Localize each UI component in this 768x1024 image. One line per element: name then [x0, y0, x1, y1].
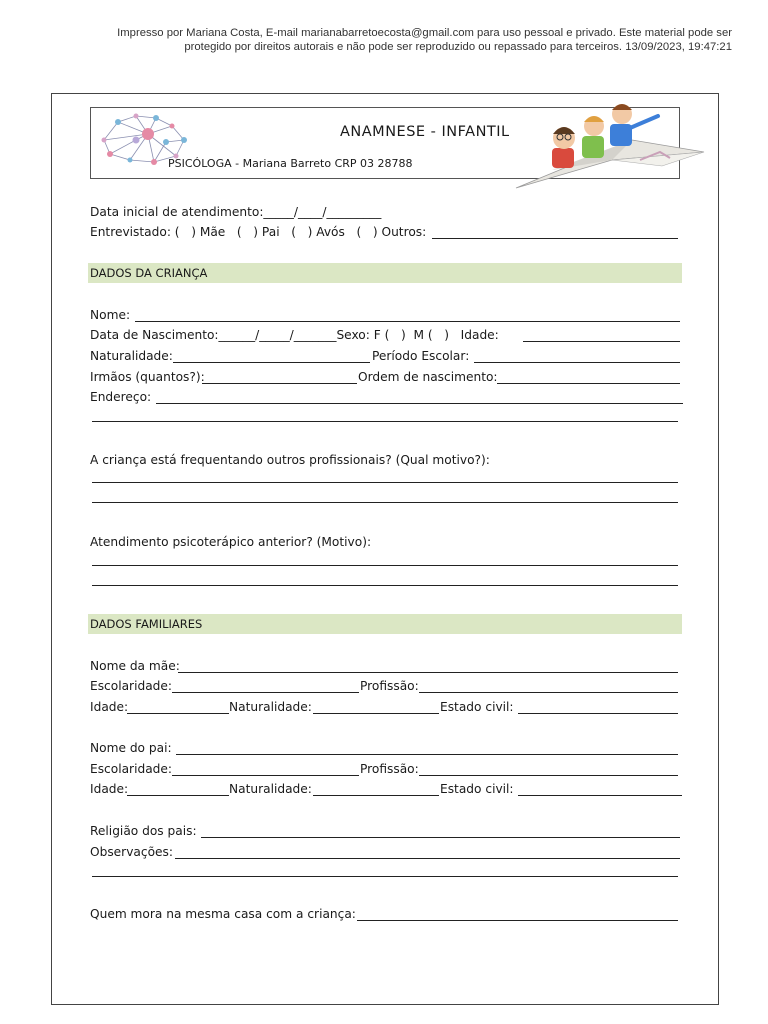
section-family-data: DADOS FAMILIARES [88, 614, 682, 634]
other-professionals-field-1[interactable] [92, 482, 678, 483]
father-name-label: Nome do pai: [90, 741, 172, 755]
mother-age-field[interactable] [127, 713, 229, 714]
address-field[interactable] [156, 403, 683, 404]
father-marital-status-field[interactable] [518, 795, 682, 796]
mother-profession-label: Profissão: [360, 679, 419, 693]
others-field[interactable] [432, 238, 678, 239]
mother-education-field[interactable] [172, 692, 359, 693]
school-period-label: Período Escolar: [372, 349, 470, 363]
father-education-label: Escolaridade: [90, 762, 173, 776]
previous-therapy-label: Atendimento psicoterápico anterior? (Motivo): [90, 535, 372, 549]
section-child-data: DADOS DA CRIANÇA [88, 263, 682, 283]
mother-name-field[interactable] [178, 672, 678, 673]
previous-therapy-field-2[interactable] [92, 585, 678, 586]
father-marital-status-label: Estado civil: [440, 782, 514, 796]
child-name-label: Nome: [90, 308, 131, 322]
initial-date-label: Data inicial de atendimento:_____/____/_________ [90, 205, 382, 219]
mother-marital-status-field[interactable] [518, 713, 678, 714]
father-age-field[interactable] [127, 795, 229, 796]
household-field[interactable] [357, 920, 678, 921]
parents-religion-label: Religião dos pais: [90, 824, 197, 838]
birth-order-label: Ordem de nascimento: [358, 370, 498, 384]
father-profession-field[interactable] [419, 775, 678, 776]
siblings-field[interactable] [202, 383, 357, 384]
other-professionals-field-2[interactable] [92, 502, 678, 503]
document-title: ANAMNESE - INFANTIL [340, 124, 510, 140]
psychologist-credential: PSICÓLOGA - Mariana Barreto CRP 03 28788 [168, 157, 413, 170]
household-label: Quem mora na mesma casa com a criança: [90, 907, 356, 921]
address-label: Endereço: [90, 390, 152, 404]
birth-date-label: Data de Nascimento:______/_____/_______Sexo: F ( ) M ( ) Idade: [90, 328, 499, 342]
father-birthplace-label: Naturalidade: [229, 782, 312, 796]
father-birthplace-field[interactable] [313, 795, 439, 796]
interviewee-label: Entrevistado: ( ) Mãe ( ) Pai ( ) Avós ( ) Outros: [90, 225, 427, 239]
mother-marital-status-label: Estado civil: [440, 700, 514, 714]
address-field-line-2[interactable] [92, 421, 678, 422]
school-period-field[interactable] [474, 362, 680, 363]
child-age-field[interactable] [523, 341, 680, 342]
parents-religion-field[interactable] [201, 837, 680, 838]
father-name-field[interactable] [176, 754, 678, 755]
mother-name-label: Nome da mãe: [90, 659, 180, 673]
other-professionals-label: A criança está frequentando outros profissionais? (Qual motivo?): [90, 453, 490, 467]
observations-field-line-2[interactable] [92, 876, 678, 877]
observations-field[interactable] [175, 858, 680, 859]
child-name-field[interactable] [135, 321, 680, 322]
kids-paper-plane-illustration-icon [512, 100, 706, 192]
mother-birthplace-label: Naturalidade: [229, 700, 312, 714]
child-birthplace-field[interactable] [173, 362, 370, 363]
mother-age-label: Idade: [90, 700, 129, 714]
watermark-line-2: protegido por direitos autorais e não pode ser reproduzido ou repassado para terceiros. 13/09/2023, 19:47:21 [184, 41, 732, 53]
birth-order-field[interactable] [497, 383, 680, 384]
mother-profession-field[interactable] [419, 692, 678, 693]
father-profession-label: Profissão: [360, 762, 419, 776]
previous-therapy-field-1[interactable] [92, 565, 678, 566]
child-birthplace-label: Naturalidade: [90, 349, 173, 363]
mother-education-label: Escolaridade: [90, 679, 173, 693]
mother-birthplace-field[interactable] [313, 713, 439, 714]
father-education-field[interactable] [172, 775, 359, 776]
observations-label: Observações: [90, 845, 173, 859]
siblings-label: Irmãos (quantos?): [90, 370, 205, 384]
print-watermark [0, 26, 732, 54]
watermark-line-1: Impresso por Mariana Costa, E-mail marianabarretoecosta@gmail.com para uso pessoal e privado. Este material pode ser [117, 27, 732, 39]
father-age-label: Idade: [90, 782, 129, 796]
